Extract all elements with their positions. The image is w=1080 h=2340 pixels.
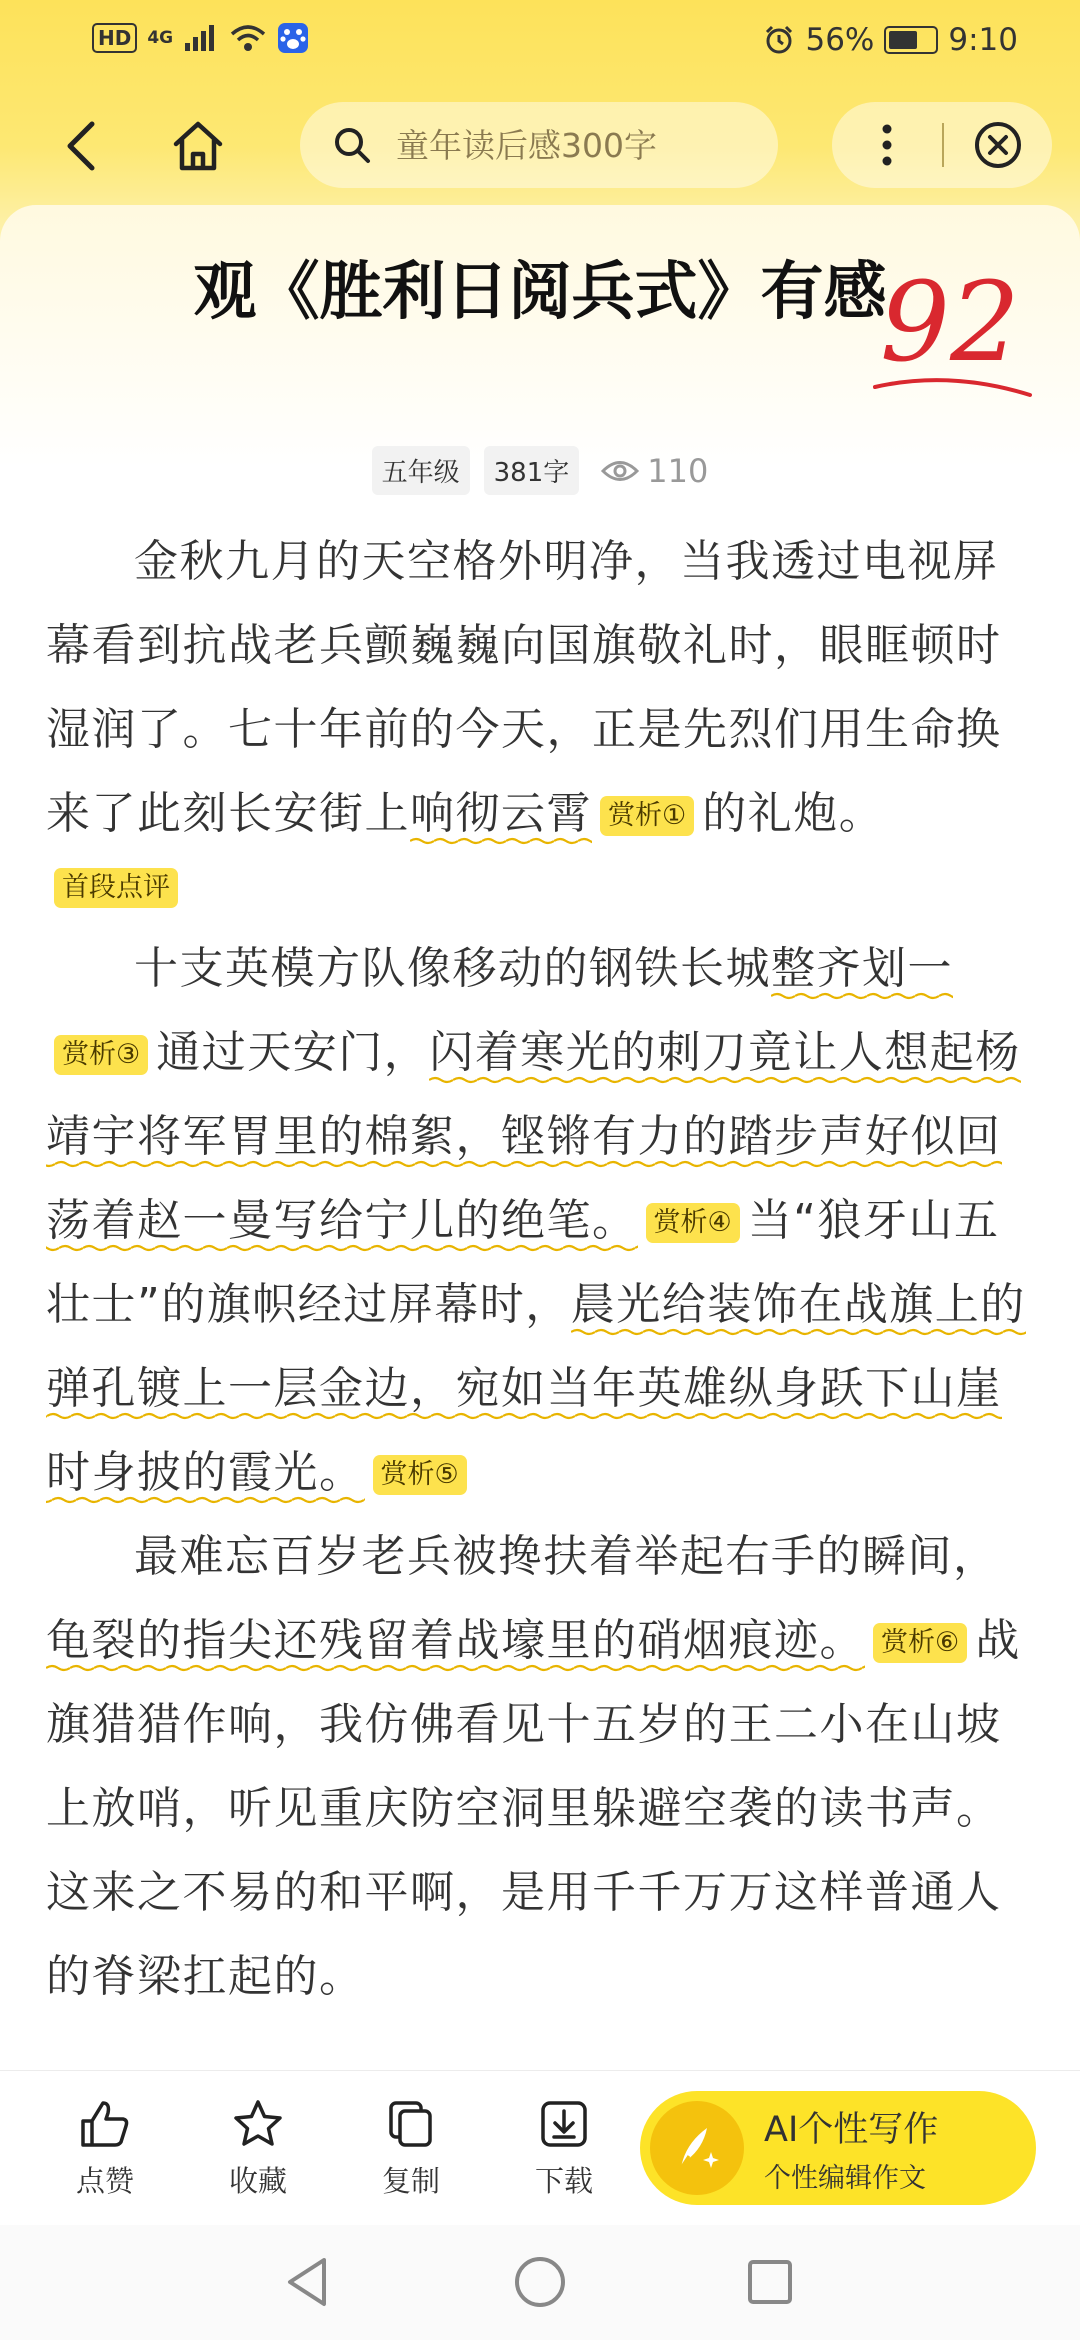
download-button[interactable] (509, 2099, 619, 2200)
search-bar[interactable] (300, 102, 778, 188)
system-recents-button[interactable] (735, 2247, 805, 2317)
highlighted-sentence[interactable]: 龟裂的指尖还残留着战壕里的硝烟痕迹。 (46, 1615, 865, 1672)
close-circle-icon (973, 120, 1023, 170)
views-count (601, 452, 708, 490)
status-right (763, 22, 1018, 58)
section-comment (54, 860, 1036, 911)
close-button[interactable] (944, 102, 1052, 188)
paragraph-3 (46, 1515, 1036, 2019)
search-input[interactable] (394, 125, 758, 166)
baidu-paw-icon (277, 22, 309, 54)
system-navigation-bar (0, 2225, 1080, 2340)
score-value: 92 (880, 258, 1020, 386)
analysis-badge-4[interactable]: 赏析④ (646, 1203, 740, 1243)
text-segment: 通过天安门， (156, 1027, 430, 1078)
highlighted-phrase[interactable]: 响彻云霄 (410, 788, 592, 845)
like-button[interactable] (50, 2099, 160, 2200)
square-recents-icon (745, 2257, 795, 2307)
star-icon (232, 2099, 284, 2149)
eye-icon (601, 458, 639, 484)
ai-writing-subtitle: 个性编辑作文 (764, 2162, 926, 2194)
first-paragraph-comment-badge[interactable]: 首段点评 (54, 868, 178, 908)
text-segment: 金秋九月的天空格外明净，当我透过电视屏幕看到抗战老兵颤巍巍向国旗敬礼时，眼眶顿时湿润了。七十年前的今天，正是先烈们用生命换来了此刻长安街上 (46, 536, 1002, 839)
text-segment: 的礼炮。 (702, 788, 885, 839)
system-home-button[interactable] (505, 2247, 575, 2317)
back-button[interactable] (44, 108, 120, 184)
text-segment: 当“狼牙山五壮士”的旗帜经过屏幕时， (46, 1195, 1000, 1330)
circle-home-icon (512, 2254, 568, 2310)
highlighted-sentence[interactable]: 晨光给装饰在战旗上的弹孔镀上一层金边，宛如当年英雄纵身跃下山崖时身披的霞光。 (46, 1279, 1026, 1504)
analysis-badge-1[interactable]: 赏析① (600, 796, 694, 836)
ai-writing-title: AI个性写作 (764, 2109, 939, 2150)
text-segment: 战旗猎猎作响，我仿佛看见十五岁的王二小在山坡上放哨，听见重庆防空洞里躲避空袭的读书声。这来之不易的和平啊，是用千千万万这样普通人的脊梁扛起的。 (46, 1615, 1021, 2002)
like-label: 点赞 (75, 2164, 134, 2198)
copy-label: 复制 (381, 2164, 440, 2198)
download-label: 下载 (534, 2164, 593, 2198)
bottom-action-bar (0, 2070, 1080, 2226)
word-count-tag: 381字 (484, 446, 580, 495)
more-vertical-icon (881, 123, 893, 167)
text-segment: 十支英模方队像移动的钢铁长城 (134, 943, 771, 994)
wifi-icon (229, 23, 267, 53)
status-left (92, 22, 309, 54)
more-button[interactable] (832, 102, 942, 188)
search-icon (332, 125, 372, 165)
signal-icon (183, 23, 219, 53)
thumbs-up-icon (79, 2099, 131, 2149)
clock: 9:10 (948, 22, 1018, 58)
paragraph-2 (46, 927, 1036, 1515)
essay-meta (0, 446, 1080, 495)
essay-body (46, 520, 1036, 2019)
system-back-button[interactable] (272, 2247, 342, 2317)
quill-sparkle-icon (650, 2101, 744, 2195)
copy-icon (385, 2099, 437, 2149)
analysis-badge-6[interactable]: 赏析⑥ (873, 1623, 967, 1663)
hd-indicator: HD (92, 23, 137, 53)
grade-tag: 五年级 (372, 446, 470, 495)
ai-writing-button[interactable] (640, 2091, 1036, 2205)
essay-title: 观《胜利日阅兵式》有感 (193, 255, 887, 328)
download-icon (538, 2099, 590, 2149)
text-segment: 最难忘百岁老兵被搀扶着举起右手的瞬间， (134, 1531, 999, 1582)
battery-icon (884, 26, 938, 54)
home-icon (171, 120, 225, 172)
favorite-button[interactable] (203, 2099, 313, 2200)
highlighted-sentence[interactable]: 闪着寒光的刺刀竟让人想起杨靖宇将军胃里的棉絮，铿锵有力的踏步声好似回荡着赵一曼写给宁儿的绝笔。 (46, 1027, 1021, 1252)
home-button[interactable] (160, 108, 236, 184)
status-bar (0, 0, 1080, 84)
copy-button[interactable] (356, 2099, 466, 2200)
alarm-icon (763, 24, 795, 56)
triangle-back-icon (282, 2255, 332, 2309)
paragraph-1 (46, 520, 1036, 856)
views-value: 110 (647, 451, 709, 490)
navigation-bar (0, 100, 1080, 190)
analysis-badge-3[interactable]: 赏析③ (54, 1035, 148, 1075)
mini-program-capsule (832, 102, 1052, 188)
favorite-label: 收藏 (228, 2164, 287, 2198)
network-type: 4G (147, 27, 174, 48)
battery-percent: 56% (805, 22, 875, 58)
ai-writing-text (764, 2102, 938, 2195)
score-mark (870, 245, 1040, 405)
highlighted-phrase[interactable]: 整齐划一 (771, 943, 953, 1000)
analysis-badge-5[interactable]: 赏析⑤ (373, 1455, 467, 1495)
chevron-left-icon (62, 120, 102, 172)
